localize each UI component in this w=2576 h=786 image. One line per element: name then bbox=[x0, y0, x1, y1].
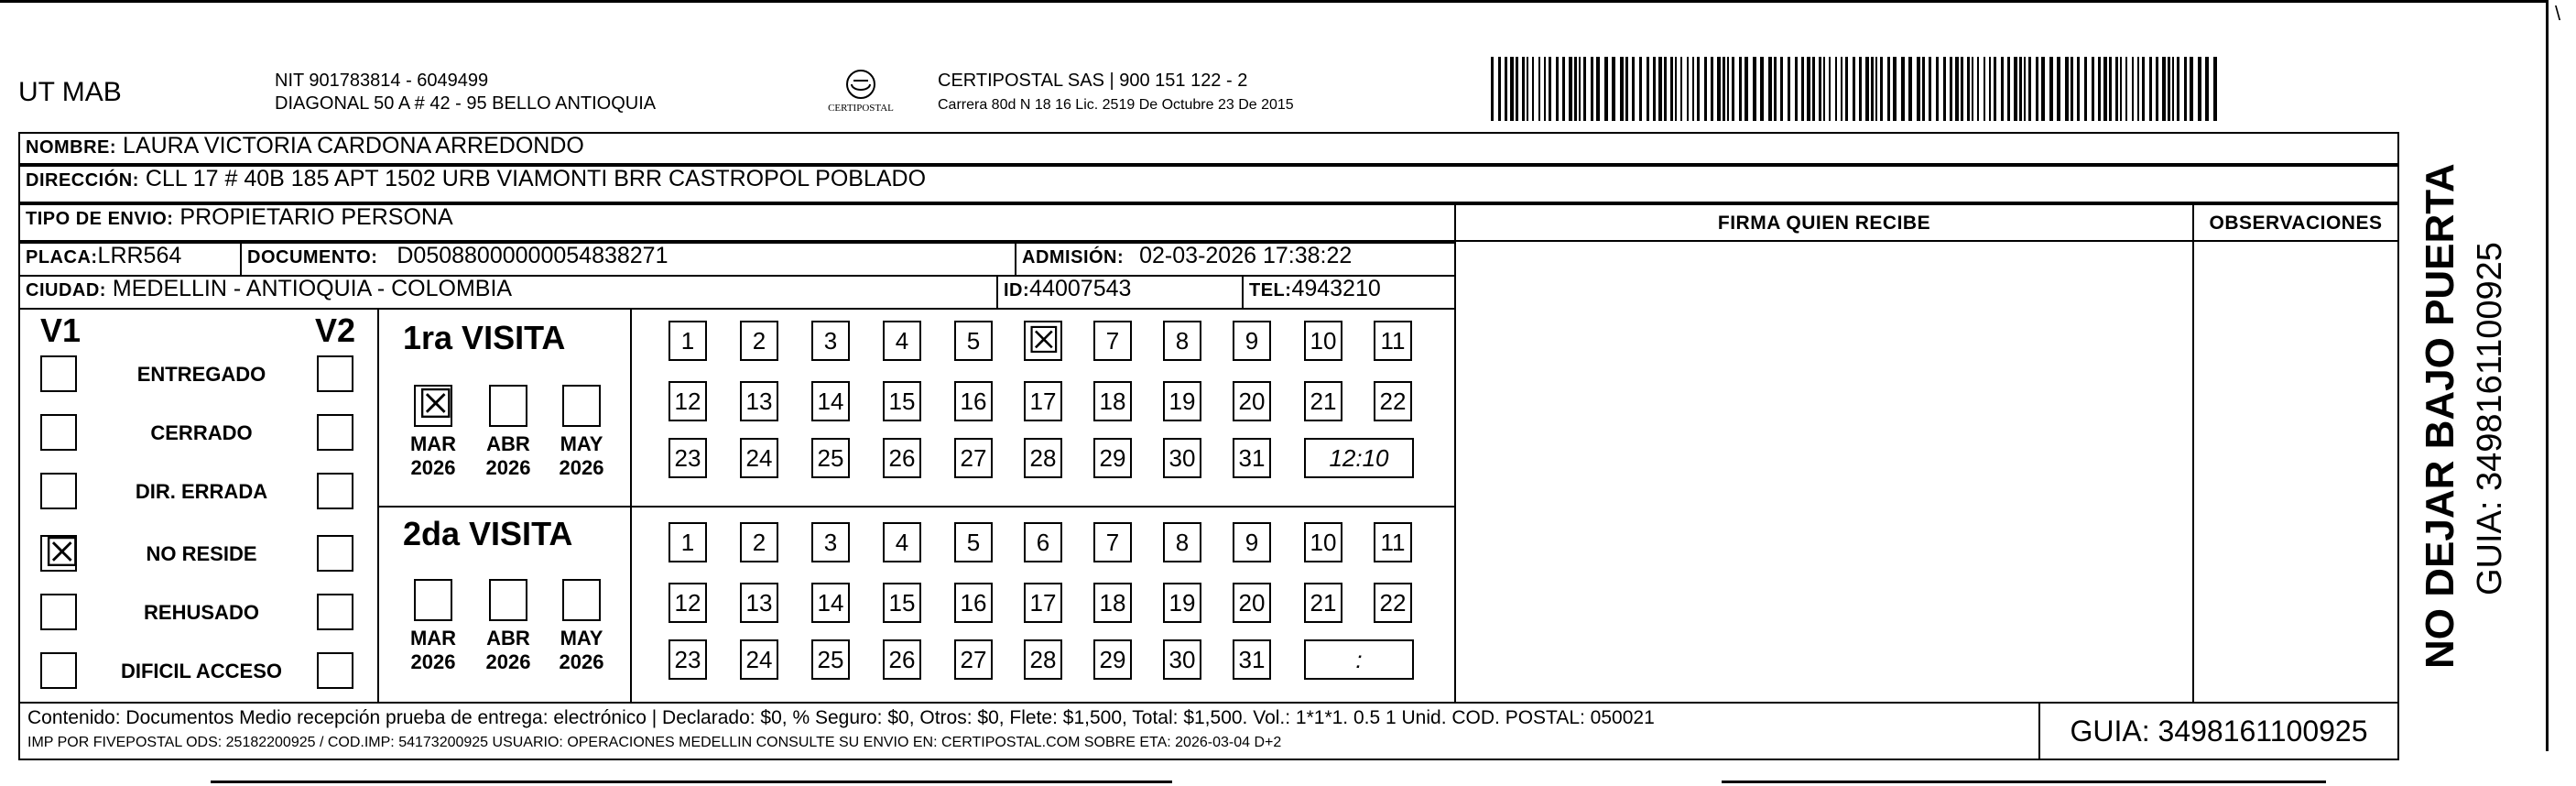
day-box[interactable]: 6 bbox=[1024, 522, 1062, 562]
barcode-bar bbox=[1955, 57, 1959, 121]
barcode-bar bbox=[2057, 57, 2060, 121]
barcode-bar bbox=[2115, 57, 2118, 121]
barcode-bar bbox=[2071, 57, 2073, 121]
company-nit: NIT 901783814 - 6049499 bbox=[275, 71, 489, 91]
v1-checkbox[interactable] bbox=[40, 529, 81, 576]
barcode-bar bbox=[1544, 57, 1546, 121]
barcode-bar bbox=[1739, 57, 1742, 121]
barcode-bar bbox=[1774, 57, 1777, 121]
day-box[interactable]: 14 bbox=[811, 381, 850, 421]
month-checkbox[interactable] bbox=[489, 579, 527, 621]
plate-label: PLACA: bbox=[26, 247, 98, 267]
month-label: MAR bbox=[409, 627, 457, 650]
reason-label: DIFICIL ACCESO bbox=[120, 660, 282, 682]
send-type-row bbox=[18, 203, 1456, 242]
barcode-bar bbox=[1936, 57, 1939, 121]
barcode-bar bbox=[1491, 57, 1494, 121]
tel-label: TEL: bbox=[1249, 280, 1292, 300]
barcode-bar bbox=[1989, 57, 1991, 121]
day-check-mark: ☒ bbox=[1027, 320, 1060, 362]
day-box[interactable]: 31 bbox=[1233, 639, 1271, 680]
company-address: DIAGONAL 50 A # 42 - 95 BELLO ANTIOQUIA bbox=[275, 93, 657, 114]
v2-checkbox[interactable] bbox=[317, 535, 353, 572]
day-box[interactable]: 7 bbox=[1093, 522, 1132, 562]
barcode-bar bbox=[2092, 57, 2094, 121]
barcode-bar bbox=[2098, 57, 2101, 121]
v1-check-mark: ☒ bbox=[44, 529, 81, 576]
barcode-bar bbox=[1732, 57, 1734, 121]
barcode-bar bbox=[1967, 57, 1970, 121]
footer-guia: GUIA: 3498161100925 bbox=[2070, 715, 2368, 748]
day-box[interactable]: 16 bbox=[954, 583, 993, 623]
day-box[interactable]: 29 bbox=[1093, 639, 1132, 680]
barcode-bar bbox=[1929, 57, 1931, 121]
recipient-address: CLL 17 # 40B 185 APT 1502 URB VIAMONTI BRR CASTROPOL POBLADO bbox=[145, 166, 927, 191]
v1-checkbox[interactable] bbox=[40, 594, 77, 630]
barcode-bar bbox=[1583, 57, 1586, 121]
month-checkbox[interactable] bbox=[414, 381, 454, 428]
signature-label: FIRMA QUIEN RECIBE bbox=[1717, 213, 1931, 234]
day-box[interactable]: 20 bbox=[1233, 381, 1271, 421]
month-checkbox[interactable] bbox=[414, 579, 452, 621]
barcode-bar bbox=[1670, 57, 1673, 121]
right-edge-line bbox=[2546, 0, 2549, 751]
barcode-bar bbox=[1522, 57, 1525, 121]
footer-print-line: IMP POR FIVEPOSTAL ODS: 25182200925 / COD.IMP: 54173200925 USUARIO: OPERACIONES MEDELLIN CONSULTE SU ENVIO EN: CERTIPOSTAL.COM SOBRE ETA: 2026-03-04 D+2 bbox=[27, 735, 1282, 750]
side-warning: NO DEJAR BAJO PUERTA bbox=[2418, 163, 2462, 669]
address-row bbox=[18, 165, 2399, 203]
barcode-bar bbox=[2190, 57, 2193, 121]
barcode-bar bbox=[1819, 57, 1821, 121]
barcode-bar bbox=[1760, 57, 1764, 121]
month-year: 2026 bbox=[485, 650, 531, 673]
barcode-bar bbox=[1788, 57, 1790, 121]
barcode-bar bbox=[1639, 57, 1642, 121]
v1-checkbox[interactable] bbox=[40, 652, 77, 689]
barcode-bar bbox=[1579, 57, 1581, 121]
day-box[interactable]: 10 bbox=[1304, 321, 1342, 361]
time-box[interactable]: : bbox=[1304, 639, 1414, 680]
observations-area bbox=[2192, 203, 2399, 704]
visit2-title: 2da VISITA bbox=[403, 515, 573, 552]
barcode-bar bbox=[2014, 57, 2017, 121]
day-box[interactable]: 28 bbox=[1024, 639, 1062, 680]
month-year: 2026 bbox=[410, 650, 456, 673]
barcode-bar bbox=[1717, 57, 1721, 121]
barcode-bar bbox=[1795, 57, 1798, 121]
id-label: ID: bbox=[1004, 280, 1030, 300]
day-box[interactable]: 13 bbox=[740, 583, 778, 623]
plate-cell bbox=[18, 242, 242, 277]
day-box[interactable]: 12 bbox=[668, 583, 707, 623]
day-box[interactable]: 27 bbox=[954, 639, 993, 680]
day-box[interactable]: 23 bbox=[668, 438, 707, 478]
corner-mark: \ bbox=[2555, 2, 2561, 25]
month-label: MAY bbox=[560, 627, 603, 650]
barcode-bar bbox=[1620, 57, 1624, 121]
v2-checkbox[interactable] bbox=[317, 594, 353, 630]
day-box[interactable]: 14 bbox=[811, 583, 850, 623]
bottom-cut-line-right bbox=[1722, 781, 2326, 783]
barcode-bar bbox=[2084, 57, 2087, 121]
admission-label: ADMISIÓN: bbox=[1022, 247, 1125, 267]
barcode-bar bbox=[2024, 57, 2026, 121]
month-label: ABR bbox=[486, 432, 530, 455]
barcode-bar bbox=[1994, 57, 1996, 121]
day-box[interactable]: 27 bbox=[954, 438, 993, 478]
reason-label: NO RESIDE bbox=[146, 542, 257, 565]
barcode-bar bbox=[2213, 57, 2217, 121]
admission-value: 02-03-2026 17:38:22 bbox=[1139, 243, 1353, 268]
barcode-bar bbox=[1853, 57, 1855, 121]
v2-checkbox[interactable] bbox=[317, 414, 353, 451]
barcode-bar bbox=[1697, 57, 1700, 121]
day-box[interactable]: 23 bbox=[668, 639, 707, 680]
reason-label: REHUSADO bbox=[144, 601, 259, 624]
top-barcode bbox=[1491, 57, 2223, 121]
side-guia: GUIA: 3498161100925 bbox=[2471, 242, 2509, 595]
admission-cell bbox=[1015, 242, 1456, 277]
barcode-bar bbox=[1984, 57, 1985, 121]
barcode-bar bbox=[1704, 57, 1707, 121]
month-label: MAR bbox=[409, 432, 457, 455]
barcode-bar bbox=[1812, 57, 1815, 121]
day-box[interactable]: 15 bbox=[883, 381, 921, 421]
barcode-bar bbox=[1871, 57, 1874, 121]
day-box[interactable]: 20 bbox=[1233, 583, 1271, 623]
barcode-bar bbox=[1562, 57, 1565, 121]
barcode-bar bbox=[1680, 57, 1682, 121]
send-type-value: PROPIETARIO PERSONA bbox=[179, 204, 453, 230]
day-box[interactable]: 15 bbox=[883, 583, 921, 623]
barcode-bar bbox=[1753, 57, 1756, 121]
barcode-bar bbox=[2149, 57, 2152, 121]
barcode-bar bbox=[1745, 57, 1748, 121]
day-box[interactable]: 3 bbox=[811, 522, 850, 562]
month-label: MAY bbox=[560, 432, 603, 455]
day-box[interactable] bbox=[1024, 321, 1062, 361]
barcode-bar bbox=[1943, 57, 1946, 121]
carrier-name: CERTIPOSTAL SAS | 900 151 122 - 2 bbox=[938, 71, 1248, 91]
barcode-bar bbox=[2137, 57, 2139, 121]
barcode-bar bbox=[1687, 57, 1689, 121]
day-box[interactable]: 22 bbox=[1374, 583, 1412, 623]
month-check-mark: ☒ bbox=[418, 381, 454, 428]
month-checkbox[interactable] bbox=[562, 579, 601, 621]
v1-checkbox[interactable] bbox=[40, 414, 77, 451]
barcode-bar bbox=[2028, 57, 2031, 121]
city-value: MEDELLIN - ANTIOQUIA - COLOMBIA bbox=[112, 276, 513, 301]
barcode-bar bbox=[2198, 57, 2201, 121]
day-box[interactable]: 18 bbox=[1093, 583, 1132, 623]
month-checkbox[interactable] bbox=[562, 385, 601, 427]
barcode-bar bbox=[1569, 57, 1572, 121]
month-checkbox[interactable] bbox=[489, 385, 527, 427]
barcode-bar bbox=[1604, 57, 1608, 121]
visit1-title: 1ra VISITA bbox=[403, 319, 566, 356]
day-box[interactable]: 5 bbox=[954, 522, 993, 562]
barcode-bar bbox=[1647, 57, 1649, 121]
v1-label: V1 bbox=[40, 311, 82, 349]
document-cell bbox=[240, 242, 1016, 277]
barcode-bar bbox=[1835, 57, 1837, 121]
day-box[interactable]: 1 bbox=[668, 321, 707, 361]
barcode-bar bbox=[2077, 57, 2080, 121]
barcode-bar bbox=[1516, 57, 1518, 121]
tel-cell bbox=[1242, 275, 1456, 310]
carrier-license: Carrera 80d N 18 16 Lic. 2519 De Octubre 23 De 2015 bbox=[938, 97, 1294, 113]
barcode-bar bbox=[1612, 57, 1615, 121]
barcode-bar bbox=[1950, 57, 1952, 121]
v2-checkbox[interactable] bbox=[317, 473, 353, 509]
reason-label: ENTREGADO bbox=[136, 363, 266, 386]
reason-label: CERRADO bbox=[150, 421, 253, 444]
barcode-bar bbox=[1972, 57, 1973, 121]
v1-checkbox[interactable] bbox=[40, 473, 77, 509]
barcode-bar bbox=[2049, 57, 2053, 121]
barcode-bar bbox=[2184, 57, 2187, 121]
day-box[interactable]: 11 bbox=[1374, 321, 1412, 361]
barcode-bar bbox=[1807, 57, 1810, 121]
reason-label: DIR. ERRADA bbox=[135, 480, 268, 503]
bottom-cut-line-left bbox=[211, 781, 1172, 783]
barcode-bar bbox=[2019, 57, 2022, 121]
barcode-bar bbox=[2007, 57, 2010, 121]
signature-area bbox=[1454, 203, 2194, 704]
barcode-bar bbox=[1538, 57, 1540, 121]
barcode-bar bbox=[1841, 57, 1842, 121]
barcode-bar bbox=[1658, 57, 1662, 121]
barcode-bar bbox=[2172, 57, 2174, 121]
send-type-label: TIPO DE ENVIO: bbox=[26, 209, 174, 229]
day-box[interactable]: 4 bbox=[883, 321, 921, 361]
day-box[interactable]: 8 bbox=[1163, 321, 1201, 361]
day-box[interactable]: 17 bbox=[1024, 583, 1062, 623]
barcode-bar bbox=[1664, 57, 1667, 121]
barcode-bar bbox=[2065, 57, 2069, 121]
month-year: 2026 bbox=[559, 456, 604, 479]
document-label: DOCUMENTO: bbox=[247, 247, 378, 267]
day-box[interactable]: 16 bbox=[954, 381, 993, 421]
v2-label: V2 bbox=[315, 311, 356, 349]
barcode-bar bbox=[1711, 57, 1713, 121]
barcode-bar bbox=[2177, 57, 2179, 121]
company-name: UT MAB bbox=[18, 77, 122, 107]
day-box[interactable]: 25 bbox=[811, 639, 850, 680]
plate-value: LRR564 bbox=[97, 243, 182, 268]
barcode-bar bbox=[1532, 57, 1534, 121]
day-box[interactable]: 9 bbox=[1233, 321, 1271, 361]
barcode-bar bbox=[1908, 57, 1912, 121]
v2-checkbox[interactable] bbox=[317, 355, 353, 392]
day-box[interactable]: 21 bbox=[1304, 381, 1342, 421]
day-box[interactable]: 2 bbox=[740, 522, 778, 562]
day-box[interactable]: 7 bbox=[1093, 321, 1132, 361]
day-box[interactable]: 1 bbox=[668, 522, 707, 562]
day-box[interactable]: 19 bbox=[1163, 583, 1201, 623]
day-box[interactable]: 2 bbox=[740, 321, 778, 361]
id-cell bbox=[996, 275, 1244, 310]
day-box[interactable]: 30 bbox=[1163, 639, 1201, 680]
barcode-bar bbox=[1527, 57, 1528, 121]
id-value: 44007543 bbox=[1029, 276, 1132, 301]
barcode-bar bbox=[2142, 57, 2145, 121]
barcode-bar bbox=[1865, 57, 1869, 121]
barcode-bar bbox=[2103, 57, 2107, 121]
barcode-bar bbox=[1922, 57, 1925, 121]
barcode-bar bbox=[1556, 57, 1559, 121]
tel-value: 4943210 bbox=[1291, 276, 1381, 301]
day-box[interactable]: 31 bbox=[1233, 438, 1271, 478]
footer-content-line: Contenido: Documentos Medio recepción prueba de entrega: electrónico | Declarado: $0, % Seguro: $0, Otros: $0, Flete: $1,500, Total: $1,500. Vol.: 1*1*1. 0.5 1 Unid. COD. POSTAL: 050021 bbox=[27, 707, 1655, 728]
carrier-logo bbox=[815, 66, 907, 121]
barcode-bar bbox=[1917, 57, 1920, 121]
barcode-bar bbox=[2041, 57, 2045, 121]
barcode-bar bbox=[2132, 57, 2134, 121]
barcode-bar bbox=[1845, 57, 1848, 121]
v2-checkbox[interactable] bbox=[317, 652, 353, 689]
barcode-bar bbox=[2162, 57, 2166, 121]
barcode-bar bbox=[1675, 57, 1677, 121]
barcode-bar bbox=[2125, 57, 2127, 121]
barcode-bar bbox=[1875, 57, 1877, 121]
day-box[interactable]: 21 bbox=[1304, 583, 1342, 623]
barcode-bar bbox=[1829, 57, 1831, 121]
barcode-bar bbox=[1880, 57, 1883, 121]
day-box[interactable]: 18 bbox=[1093, 381, 1132, 421]
day-box[interactable]: 22 bbox=[1374, 381, 1412, 421]
barcode-bar bbox=[1574, 57, 1577, 121]
observations-label: OBSERVACIONES bbox=[2209, 213, 2383, 234]
day-box[interactable]: 4 bbox=[883, 522, 921, 562]
barcode-bar bbox=[1859, 57, 1862, 121]
barcode-bar bbox=[2156, 57, 2158, 121]
barcode-bar bbox=[1823, 57, 1825, 121]
month-year: 2026 bbox=[485, 456, 531, 479]
month-year: 2026 bbox=[410, 456, 456, 479]
day-box[interactable]: 9 bbox=[1233, 522, 1271, 562]
barcode-bar bbox=[1505, 57, 1507, 121]
barcode-bar bbox=[2205, 57, 2209, 121]
city-label: CIUDAD: bbox=[26, 280, 106, 300]
address-label: DIRECCIÓN: bbox=[26, 170, 139, 191]
barcode-bar bbox=[2168, 57, 2170, 121]
name-label: NOMBRE: bbox=[26, 137, 117, 158]
barcode-bar bbox=[1549, 57, 1551, 121]
day-box[interactable]: 26 bbox=[883, 438, 921, 478]
day-box[interactable]: 29 bbox=[1093, 438, 1132, 478]
city-cell bbox=[18, 275, 998, 310]
barcode-bar bbox=[1961, 57, 1963, 121]
barcode-bar bbox=[1653, 57, 1656, 121]
day-box[interactable]: 8 bbox=[1163, 522, 1201, 562]
barcode-bar bbox=[1692, 57, 1694, 121]
barcode-bar bbox=[1780, 57, 1783, 121]
barcode-bar bbox=[1632, 57, 1635, 121]
day-box[interactable]: 3 bbox=[811, 321, 850, 361]
name-row bbox=[18, 132, 2399, 165]
barcode-bar bbox=[2109, 57, 2112, 121]
time-box[interactable]: 12:10 bbox=[1304, 438, 1414, 478]
barcode-bar bbox=[1977, 57, 1979, 121]
day-box[interactable]: 30 bbox=[1163, 438, 1201, 478]
day-box[interactable]: 26 bbox=[883, 639, 921, 680]
carrier-logo-text: CERTIPOSTAL bbox=[828, 103, 894, 114]
day-box[interactable]: 10 bbox=[1304, 522, 1342, 562]
day-box[interactable]: 17 bbox=[1024, 381, 1062, 421]
top-edge-line bbox=[0, 0, 2546, 3]
barcode-bar bbox=[1887, 57, 1890, 121]
document-value: D05088000000054838271 bbox=[397, 243, 668, 268]
day-box[interactable]: 25 bbox=[811, 438, 850, 478]
barcode-bar bbox=[2036, 57, 2038, 121]
barcode-bar bbox=[1723, 57, 1725, 121]
recipient-name: LAURA VICTORIA CARDONA ARREDONDO bbox=[123, 133, 584, 158]
day-box[interactable]: 13 bbox=[740, 381, 778, 421]
barcode-bar bbox=[1498, 57, 1501, 121]
day-box[interactable]: 5 bbox=[954, 321, 993, 361]
day-box[interactable]: 12 bbox=[668, 381, 707, 421]
day-box[interactable]: 24 bbox=[740, 639, 778, 680]
day-box[interactable]: 19 bbox=[1163, 381, 1201, 421]
barcode-bar bbox=[1596, 57, 1600, 121]
day-box[interactable]: 24 bbox=[740, 438, 778, 478]
barcode-bar bbox=[1625, 57, 1628, 121]
barcode-bar bbox=[1591, 57, 1593, 121]
barcode-bar bbox=[1727, 57, 1729, 121]
barcode-bar bbox=[1901, 57, 1905, 121]
barcode-bar bbox=[1768, 57, 1772, 121]
barcode-bar bbox=[1801, 57, 1804, 121]
v1-checkbox[interactable] bbox=[40, 355, 77, 392]
day-box[interactable]: 28 bbox=[1024, 438, 1062, 478]
month-label: ABR bbox=[486, 627, 530, 650]
barcode-bar bbox=[1893, 57, 1897, 121]
day-box[interactable]: 11 bbox=[1374, 522, 1412, 562]
barcode-bar bbox=[1510, 57, 1514, 121]
barcode-bar bbox=[2120, 57, 2122, 121]
month-year: 2026 bbox=[559, 650, 604, 673]
barcode-bar bbox=[2001, 57, 2004, 121]
